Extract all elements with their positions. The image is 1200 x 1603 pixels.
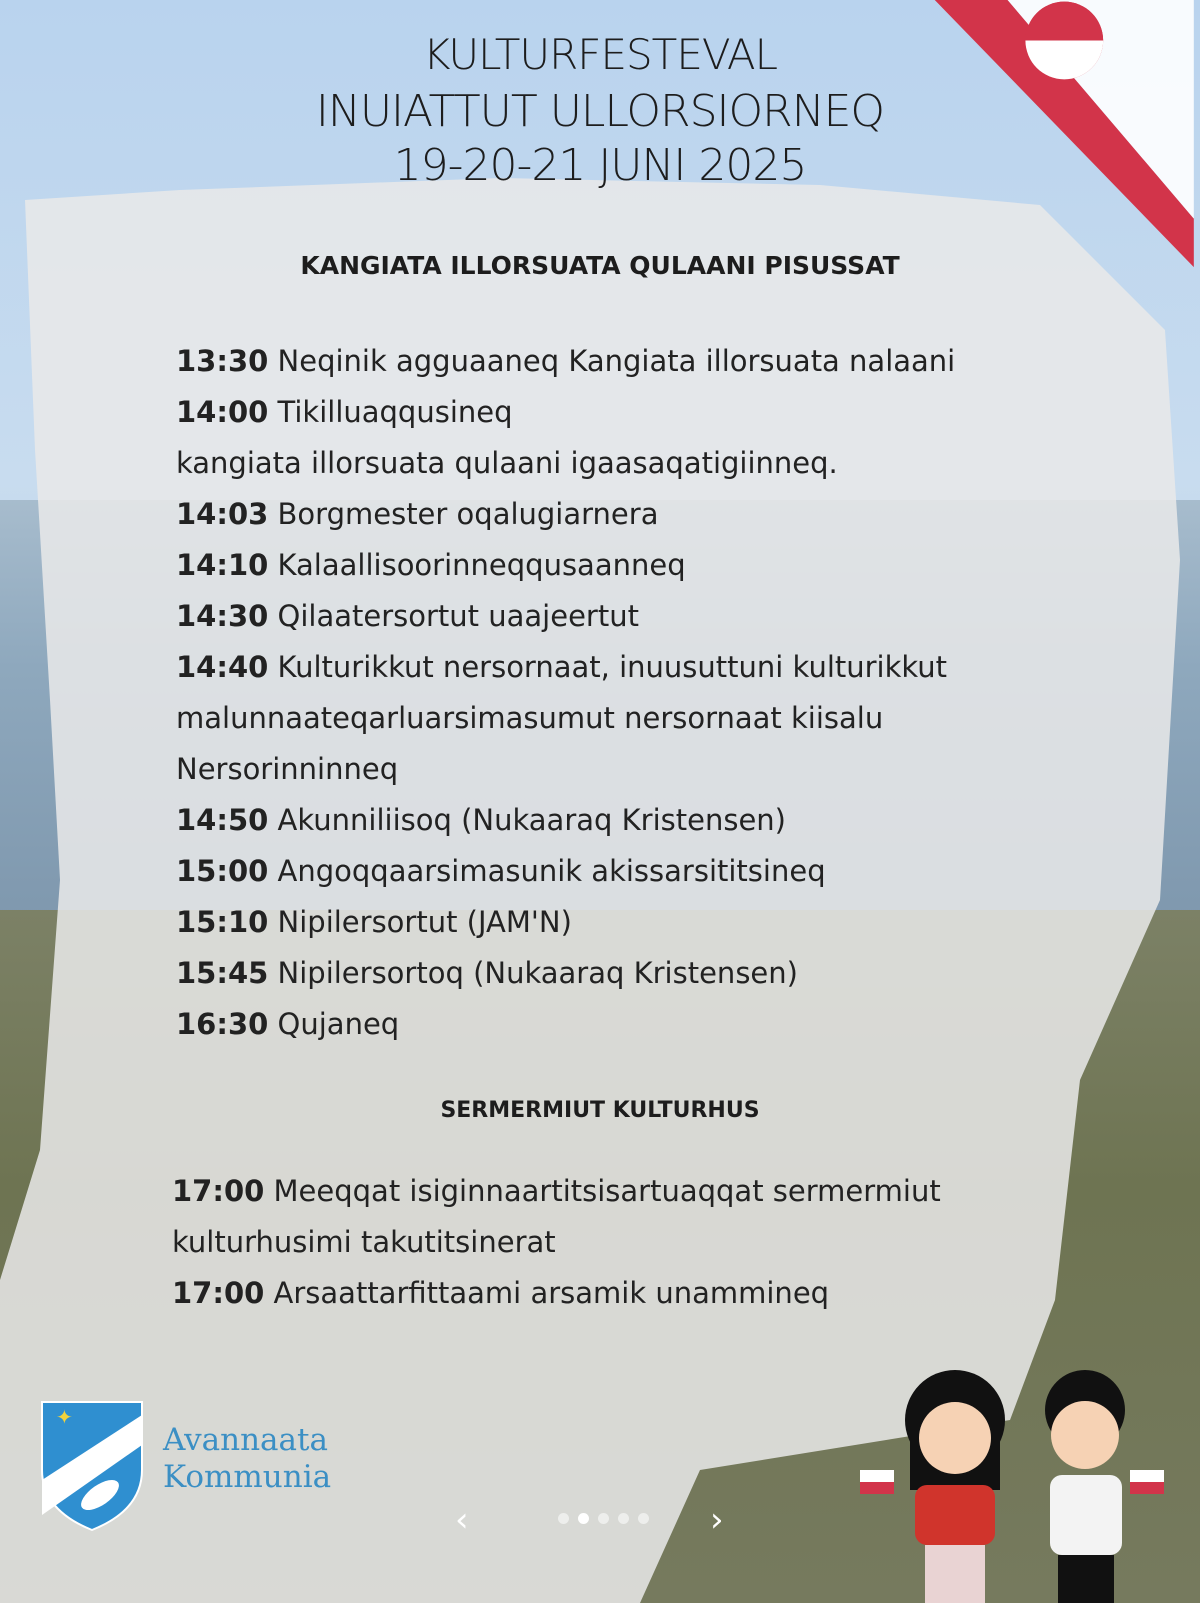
schedule-item xyxy=(176,846,955,897)
schedule-list xyxy=(176,336,955,1050)
schedule-item xyxy=(176,744,955,795)
schedule-text: kulturhusimi takutitsinerat xyxy=(172,1225,556,1259)
festival-title: KULTURFESTEVAL xyxy=(422,30,778,79)
carousel-dot[interactable] xyxy=(578,1513,589,1524)
schedule-item xyxy=(176,489,955,540)
schedule-text: Qilaatersortut uaajeertut xyxy=(277,599,639,633)
carousel-dot[interactable] xyxy=(598,1513,609,1524)
schedule-text: Meeqqat isiginnaartitsisartuaqqat sermermiut xyxy=(273,1174,941,1208)
schedule-text: Kulturikkut nersornaat, inuusuttuni kulturikkut xyxy=(277,650,948,684)
schedule-text: Arsaattarfittaami arsamik unammineq xyxy=(273,1276,830,1310)
schedule-list xyxy=(172,1166,941,1319)
schedule-time: 16:30 xyxy=(176,1007,269,1041)
municipality-crest-icon xyxy=(40,1400,144,1532)
schedule-item xyxy=(176,795,955,846)
chevron-right-icon[interactable]: › xyxy=(710,1500,724,1540)
festival-dates: 19-20-21 JUNI 2025 xyxy=(393,140,807,191)
schedule-item xyxy=(176,591,955,642)
schedule-text: kangiata illorsuata qulaani igaasaqatigiinneq. xyxy=(176,446,838,480)
schedule-item xyxy=(172,1166,941,1217)
schedule-item xyxy=(176,948,955,999)
schedule-time: 15:45 xyxy=(176,956,269,990)
schedule-time: 15:10 xyxy=(176,905,269,939)
schedule-item xyxy=(176,387,955,438)
schedule-item xyxy=(176,438,955,489)
schedule-item xyxy=(176,540,955,591)
kids-illustration xyxy=(860,1360,1180,1603)
logo-line: Kommunia xyxy=(163,1459,332,1495)
schedule-time: 15:00 xyxy=(176,854,269,888)
carousel-dot[interactable] xyxy=(558,1513,569,1524)
schedule-item xyxy=(172,1268,941,1319)
schedule-text: Kalaallisoorinneqqusaanneq xyxy=(277,548,686,582)
schedule-time: 17:00 xyxy=(172,1276,265,1310)
schedule-text: Tikilluaqqusineq xyxy=(277,395,513,429)
logo-line: Avannaata xyxy=(163,1422,328,1458)
festival-subtitle: INUIATTUT ULLORSIORNEQ xyxy=(315,86,885,137)
carousel-dots[interactable] xyxy=(558,1513,649,1524)
schedule-item xyxy=(172,1217,941,1268)
schedule-text: Akunniliisoq (Nukaaraq Kristensen) xyxy=(277,803,786,837)
schedule-time: 14:50 xyxy=(176,803,269,837)
chevron-left-icon[interactable]: ‹ xyxy=(455,1500,469,1540)
schedule-time: 13:30 xyxy=(176,344,269,378)
schedule-item xyxy=(176,999,955,1050)
schedule-item xyxy=(176,693,955,744)
schedule-text: Nipilersortut (JAM'N) xyxy=(277,905,572,939)
schedule-text: Nersorinninneq xyxy=(176,752,399,786)
municipality-logo-text xyxy=(163,1422,331,1496)
schedule-time: 14:10 xyxy=(176,548,269,582)
section-heading: SERMERMIUT KULTURHUS xyxy=(440,1098,760,1123)
schedule-text: Neqinik agguaaneq Kangiata illorsuata nalaani xyxy=(277,344,956,378)
schedule-time: 14:00 xyxy=(176,395,269,429)
carousel-dot[interactable] xyxy=(638,1513,649,1524)
schedule-text: Nipilersortoq (Nukaaraq Kristensen) xyxy=(277,956,798,990)
svg-text:✦: ✦ xyxy=(56,1405,73,1429)
schedule-text: Angoqqaarsimasunik akissarsititsineq xyxy=(277,854,826,888)
schedule-text: Qujaneq xyxy=(277,1007,400,1041)
schedule-time: 17:00 xyxy=(172,1174,265,1208)
schedule-time: 14:03 xyxy=(176,497,269,531)
schedule-text: Borgmester oqalugiarnera xyxy=(277,497,659,531)
section-heading: KANGIATA ILLORSUATA QULAANI PISUSSAT xyxy=(300,251,900,280)
schedule-item xyxy=(176,336,955,387)
schedule-item xyxy=(176,897,955,948)
schedule-time: 14:40 xyxy=(176,650,269,684)
schedule-time: 14:30 xyxy=(176,599,269,633)
schedule-text: malunnaateqarluarsimasumut nersornaat kiisalu xyxy=(176,701,884,735)
carousel-dot[interactable] xyxy=(618,1513,629,1524)
schedule-item xyxy=(176,642,955,693)
